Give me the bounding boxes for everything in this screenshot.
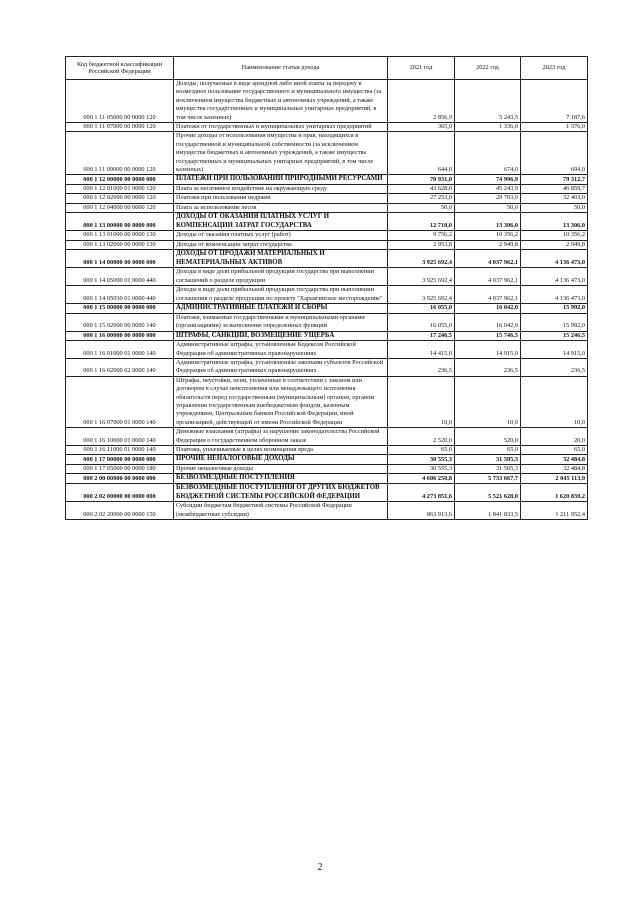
cell-name: ПРОЧИЕ НЕНАЛОГОВЫЕ ДОХОДЫ xyxy=(174,455,388,465)
header-2023: 2023 год xyxy=(521,57,588,80)
cell-y2022: 1 336,0 xyxy=(455,123,521,132)
cell-y2022: 5 733 667,7 xyxy=(455,474,521,484)
cell-name: БЕЗВОЗМЕЗДНЫЕ ПОСТУПЛЕНИЯ xyxy=(174,474,388,484)
table-row xyxy=(66,304,588,314)
cell-y2021: 16 055,0 xyxy=(388,313,455,331)
cell-code: 000 1 16 07000 01 0000 140 xyxy=(66,376,174,427)
table-row xyxy=(66,286,588,304)
cell-y2023: 15 246,5 xyxy=(521,331,588,341)
cell-code: 000 1 13 01000 00 0000 130 xyxy=(66,231,174,240)
table-row xyxy=(66,175,588,185)
cell-y2023: 32 403,0 xyxy=(521,194,588,203)
cell-y2023: 32 484,8 xyxy=(521,464,588,473)
cell-y2023: 4 136 473,0 xyxy=(521,286,588,304)
cell-code: 000 1 13 02000 00 0000 130 xyxy=(66,240,174,249)
cell-name: Субсидии бюджетам бюджетной системы Российской Федерации (межбюджетные субсидии) xyxy=(174,502,388,520)
cell-y2023: 1 620 839,2 xyxy=(521,483,588,501)
cell-code: 000 1 16 01000 01 0000 140 xyxy=(66,341,174,359)
cell-y2021: 14 415,0 xyxy=(388,341,455,359)
cell-y2022: 10,0 xyxy=(455,376,521,427)
cell-y2023: 1 211 952,4 xyxy=(521,502,588,520)
table-row xyxy=(66,268,588,286)
cell-y2022: 74 996,9 xyxy=(455,175,521,185)
cell-name: Денежные взыскания (штрафы) за нарушение законодательства Российской Федерации о государственном оборонном заказе xyxy=(174,428,388,446)
header-name: Наименование статьи дохода xyxy=(174,57,388,80)
cell-y2021: 2 856,9 xyxy=(388,80,455,123)
cell-y2022: 5 243,5 xyxy=(455,80,521,123)
table-row xyxy=(66,132,588,175)
table-row xyxy=(66,250,588,268)
revenue-table xyxy=(65,56,588,520)
cell-y2023: 15 992,0 xyxy=(521,313,588,331)
cell-y2022: 14 915,0 xyxy=(455,341,521,359)
cell-y2022: 4 037 962,1 xyxy=(455,250,521,268)
cell-y2023: 2 045 113,9 xyxy=(521,474,588,484)
cell-y2021: 12 710,0 xyxy=(388,213,455,231)
cell-y2023: 10,0 xyxy=(521,376,588,427)
table-row xyxy=(66,213,588,231)
cell-y2022: 1 841 833,5 xyxy=(455,502,521,520)
cell-y2022: 520,0 xyxy=(455,428,521,446)
table-header-row xyxy=(66,57,588,80)
table-row xyxy=(66,194,588,203)
cell-code: 000 1 17 00000 00 0000 000 xyxy=(66,455,174,465)
cell-y2023: 1 376,0 xyxy=(521,123,588,132)
cell-y2023: 32 484,8 xyxy=(521,455,588,465)
cell-y2023: 4 136 473,0 xyxy=(521,268,588,286)
table-row xyxy=(66,331,588,341)
cell-name: ДОХОДЫ ОТ ОКАЗАНИЯ ПЛАТНЫХ УСЛУГ И КОМПЕНСАЦИИ ЗАТРАТ ГОСУДАРСТВА xyxy=(174,213,388,231)
cell-code: 000 1 12 04000 00 0000 120 xyxy=(66,203,174,212)
cell-y2021: 16 055,0 xyxy=(388,304,455,314)
cell-y2023: 10 356,2 xyxy=(521,231,588,240)
cell-y2023: 50,0 xyxy=(521,203,588,212)
table-row xyxy=(66,80,588,123)
table-row xyxy=(66,455,588,465)
table-row xyxy=(66,341,588,359)
cell-name: БЕЗВОЗМЕЗДНЫЕ ПОСТУПЛЕНИЯ ОТ ДРУГИХ БЮДЖЕТОВ БЮДЖЕТНОЙ СИСТЕМЫ РОССИЙСКОЙ ФЕДЕРАЦИИ xyxy=(174,483,388,501)
cell-code: 000 2 02 00000 00 0000 000 xyxy=(66,483,174,501)
cell-name: Доходы от компенсации затрат государства xyxy=(174,240,388,249)
cell-name: Административные штрафы, установленные Кодексом Российской Федерации об административных правонарушениях xyxy=(174,341,388,359)
cell-y2021: 10,0 xyxy=(388,376,455,427)
cell-y2021: 65,0 xyxy=(388,445,455,454)
table-row xyxy=(66,445,588,454)
cell-y2022: 4 037 962,1 xyxy=(455,268,521,286)
cell-y2023: 694,0 xyxy=(521,132,588,175)
cell-name: Доходы в виде доли прибыльной продукции государства при выполнении соглашения о разделе продукции по проекту "Харьягинское месторождение" xyxy=(174,286,388,304)
cell-code: 000 1 12 00000 00 0000 000 xyxy=(66,175,174,185)
table-row xyxy=(66,358,588,376)
cell-code: 000 1 16 11000 01 0000 140 xyxy=(66,445,174,454)
cell-name: Плата за использование лесов xyxy=(174,203,388,212)
cell-y2023: 13 306,0 xyxy=(521,213,588,231)
table-row xyxy=(66,428,588,446)
cell-code: 000 2 00 00000 00 0000 000 xyxy=(66,474,174,484)
table-row xyxy=(66,483,588,501)
cell-y2022: 10 356,2 xyxy=(455,231,521,240)
cell-y2022: 236,5 xyxy=(455,358,521,376)
cell-y2022: 31 505,3 xyxy=(455,464,521,473)
cell-code: 000 1 15 00000 00 0000 000 xyxy=(66,304,174,314)
cell-y2023: 79 312,7 xyxy=(521,175,588,185)
table-row xyxy=(66,376,588,427)
cell-y2022: 45 243,9 xyxy=(455,185,521,194)
cell-name: Плата за негативное воздействие на окружающую среду xyxy=(174,185,388,194)
cell-y2022: 4 037 962,1 xyxy=(455,286,521,304)
cell-name: Платежи при пользовании недрами xyxy=(174,194,388,203)
cell-y2023: 7 187,6 xyxy=(521,80,588,123)
cell-name: ПЛАТЕЖИ ПРИ ПОЛЬЗОВАНИИ ПРИРОДНЫМИ РЕСУРСАМИ xyxy=(174,175,388,185)
cell-y2023: 14 915,0 xyxy=(521,341,588,359)
table-row xyxy=(66,474,588,484)
cell-code: 000 1 16 02000 02 0000 140 xyxy=(66,358,174,376)
cell-code: 000 1 14 05000 01 0000 440 xyxy=(66,268,174,286)
table-row xyxy=(66,313,588,331)
table-row xyxy=(66,185,588,194)
table-row xyxy=(66,502,588,520)
cell-y2022: 5 521 628,0 xyxy=(455,483,521,501)
cell-name: Доходы, получаемые в виде арендной либо иной платы за передачу в возмездное пользование государственного и муниципального имущества (за исключением имущества бюджетных и автономных учреждений, а также имущества государственных и муниципальных унитарных предприятий, в том числе казенных) xyxy=(174,80,388,123)
cell-code: 000 1 12 01000 01 0000 120 xyxy=(66,185,174,194)
cell-y2023: 236,5 xyxy=(521,358,588,376)
cell-name: Платежи, взимаемые государственными и муниципальными органами (организациями) за выполнение определенных функций xyxy=(174,313,388,331)
cell-y2023: 46 859,7 xyxy=(521,185,588,194)
cell-name: ДОХОДЫ ОТ ПРОДАЖИ МАТЕРИАЛЬНЫХ И НЕМАТЕРИАЛЬНЫХ АКТИВОВ xyxy=(174,250,388,268)
cell-y2022: 29 703,0 xyxy=(455,194,521,203)
cell-y2023: 2 949,8 xyxy=(521,240,588,249)
header-2021: 2021 год xyxy=(388,57,455,80)
cell-code: 000 1 11 05000 00 0000 120 xyxy=(66,80,174,123)
cell-code: 000 1 14 00000 00 0000 000 xyxy=(66,250,174,268)
cell-y2021: 17 246,5 xyxy=(388,331,455,341)
cell-name: Прочие доходы от использования имущества и прав, находящихся в государственной и муниципальной собственности (за исключением имущества бюджетных и автономных учреждений, а также имущества государственных и муниципальных унитарных предприятий, в том числе казенных) xyxy=(174,132,388,175)
cell-y2021: 9 756,2 xyxy=(388,231,455,240)
cell-y2021: 27 253,0 xyxy=(388,194,455,203)
cell-y2021: 644,0 xyxy=(388,132,455,175)
cell-name: Платежи от государственных и муниципальных унитарных предприятий xyxy=(174,123,388,132)
cell-y2022: 65,0 xyxy=(455,445,521,454)
cell-name: Административные штрафы, установленные законами субъектов Российской Федерации об административных правонарушениях xyxy=(174,358,388,376)
cell-code: 000 1 12 02000 00 0000 120 xyxy=(66,194,174,203)
cell-y2022: 31 505,3 xyxy=(455,455,521,465)
header-code: Код бюджетной классификации Российской Федерации xyxy=(66,57,174,80)
table-row xyxy=(66,231,588,240)
cell-name: Платежи, уплачиваемые в целях возмещения вреда xyxy=(174,445,388,454)
cell-y2021: 30 555,3 xyxy=(388,464,455,473)
table-row xyxy=(66,203,588,212)
table-body xyxy=(66,80,588,520)
cell-y2023: 65,0 xyxy=(521,445,588,454)
cell-y2022: 16 042,0 xyxy=(455,313,521,331)
cell-y2021: 236,5 xyxy=(388,358,455,376)
cell-code: 000 2 02 20000 00 0000 150 xyxy=(66,502,174,520)
cell-y2021: 2 953,8 xyxy=(388,240,455,249)
cell-name: Штрафы, неустойки, пени, уплаченные в соответствии с законом или договором в случае неисполнения или ненадлежащего исполнения обязательств перед государственным (муниципальным) органом, органом управления государственным внебюджетным фондом, казенным учреждением, Центральным банком Российской Федерации, иной организацией, действующей от имени Российской Федерации xyxy=(174,376,388,427)
cell-y2022: 16 042,0 xyxy=(455,304,521,314)
cell-name: Доходы от оказания платных услуг (работ) xyxy=(174,231,388,240)
cell-code: 000 1 13 00000 00 0000 000 xyxy=(66,213,174,231)
cell-name: ШТРАФЫ, САНКЦИИ, ВОЗМЕЩЕНИЕ УЩЕРБА xyxy=(174,331,388,341)
cell-y2021: 50,0 xyxy=(388,203,455,212)
cell-code: 000 1 16 10000 01 0000 140 xyxy=(66,428,174,446)
cell-y2021: 4 273 851,6 xyxy=(388,483,455,501)
cell-name: Прочие неналоговые доходы xyxy=(174,464,388,473)
cell-y2022: 15 746,5 xyxy=(455,331,521,341)
cell-y2023: 15 992,0 xyxy=(521,304,588,314)
cell-y2021: 2 520,0 xyxy=(388,428,455,446)
cell-code: 000 1 11 09000 00 0000 120 xyxy=(66,132,174,175)
cell-y2021: 70 931,0 xyxy=(388,175,455,185)
table-row xyxy=(66,464,588,473)
cell-code: 000 1 15 02000 00 0000 140 xyxy=(66,313,174,331)
cell-y2021: 365,0 xyxy=(388,123,455,132)
header-2022: 2022 год xyxy=(455,57,521,80)
cell-code: 000 1 16 00000 00 0000 000 xyxy=(66,331,174,341)
cell-y2022: 13 306,0 xyxy=(455,213,521,231)
cell-code: 000 1 11 07000 00 0000 120 xyxy=(66,123,174,132)
cell-y2021: 863 913,6 xyxy=(388,502,455,520)
cell-y2021: 30 555,3 xyxy=(388,455,455,465)
cell-name: Доходы в виде доли прибыльной продукции государства при выполнении соглашений о разделе продукции xyxy=(174,268,388,286)
cell-y2021: 3 925 692,4 xyxy=(388,250,455,268)
cell-y2022: 674,0 xyxy=(455,132,521,175)
cell-y2022: 2 949,8 xyxy=(455,240,521,249)
cell-y2023: 20,0 xyxy=(521,428,588,446)
cell-y2021: 3 925 692,4 xyxy=(388,286,455,304)
table-row xyxy=(66,240,588,249)
table-row xyxy=(66,123,588,132)
page-number: 2 xyxy=(317,862,323,873)
cell-y2022: 50,0 xyxy=(455,203,521,212)
cell-y2023: 4 136 473,0 xyxy=(521,250,588,268)
cell-name: АДМИНИСТРАТИВНЫЕ ПЛАТЕЖИ И СБОРЫ xyxy=(174,304,388,314)
cell-code: 000 1 17 05000 00 0000 180 xyxy=(66,464,174,473)
cell-code: 000 1 14 05030 01 0000 440 xyxy=(66,286,174,304)
cell-y2021: 4 606 250,8 xyxy=(388,474,455,484)
cell-y2021: 43 628,0 xyxy=(388,185,455,194)
cell-y2021: 3 925 692,4 xyxy=(388,268,455,286)
